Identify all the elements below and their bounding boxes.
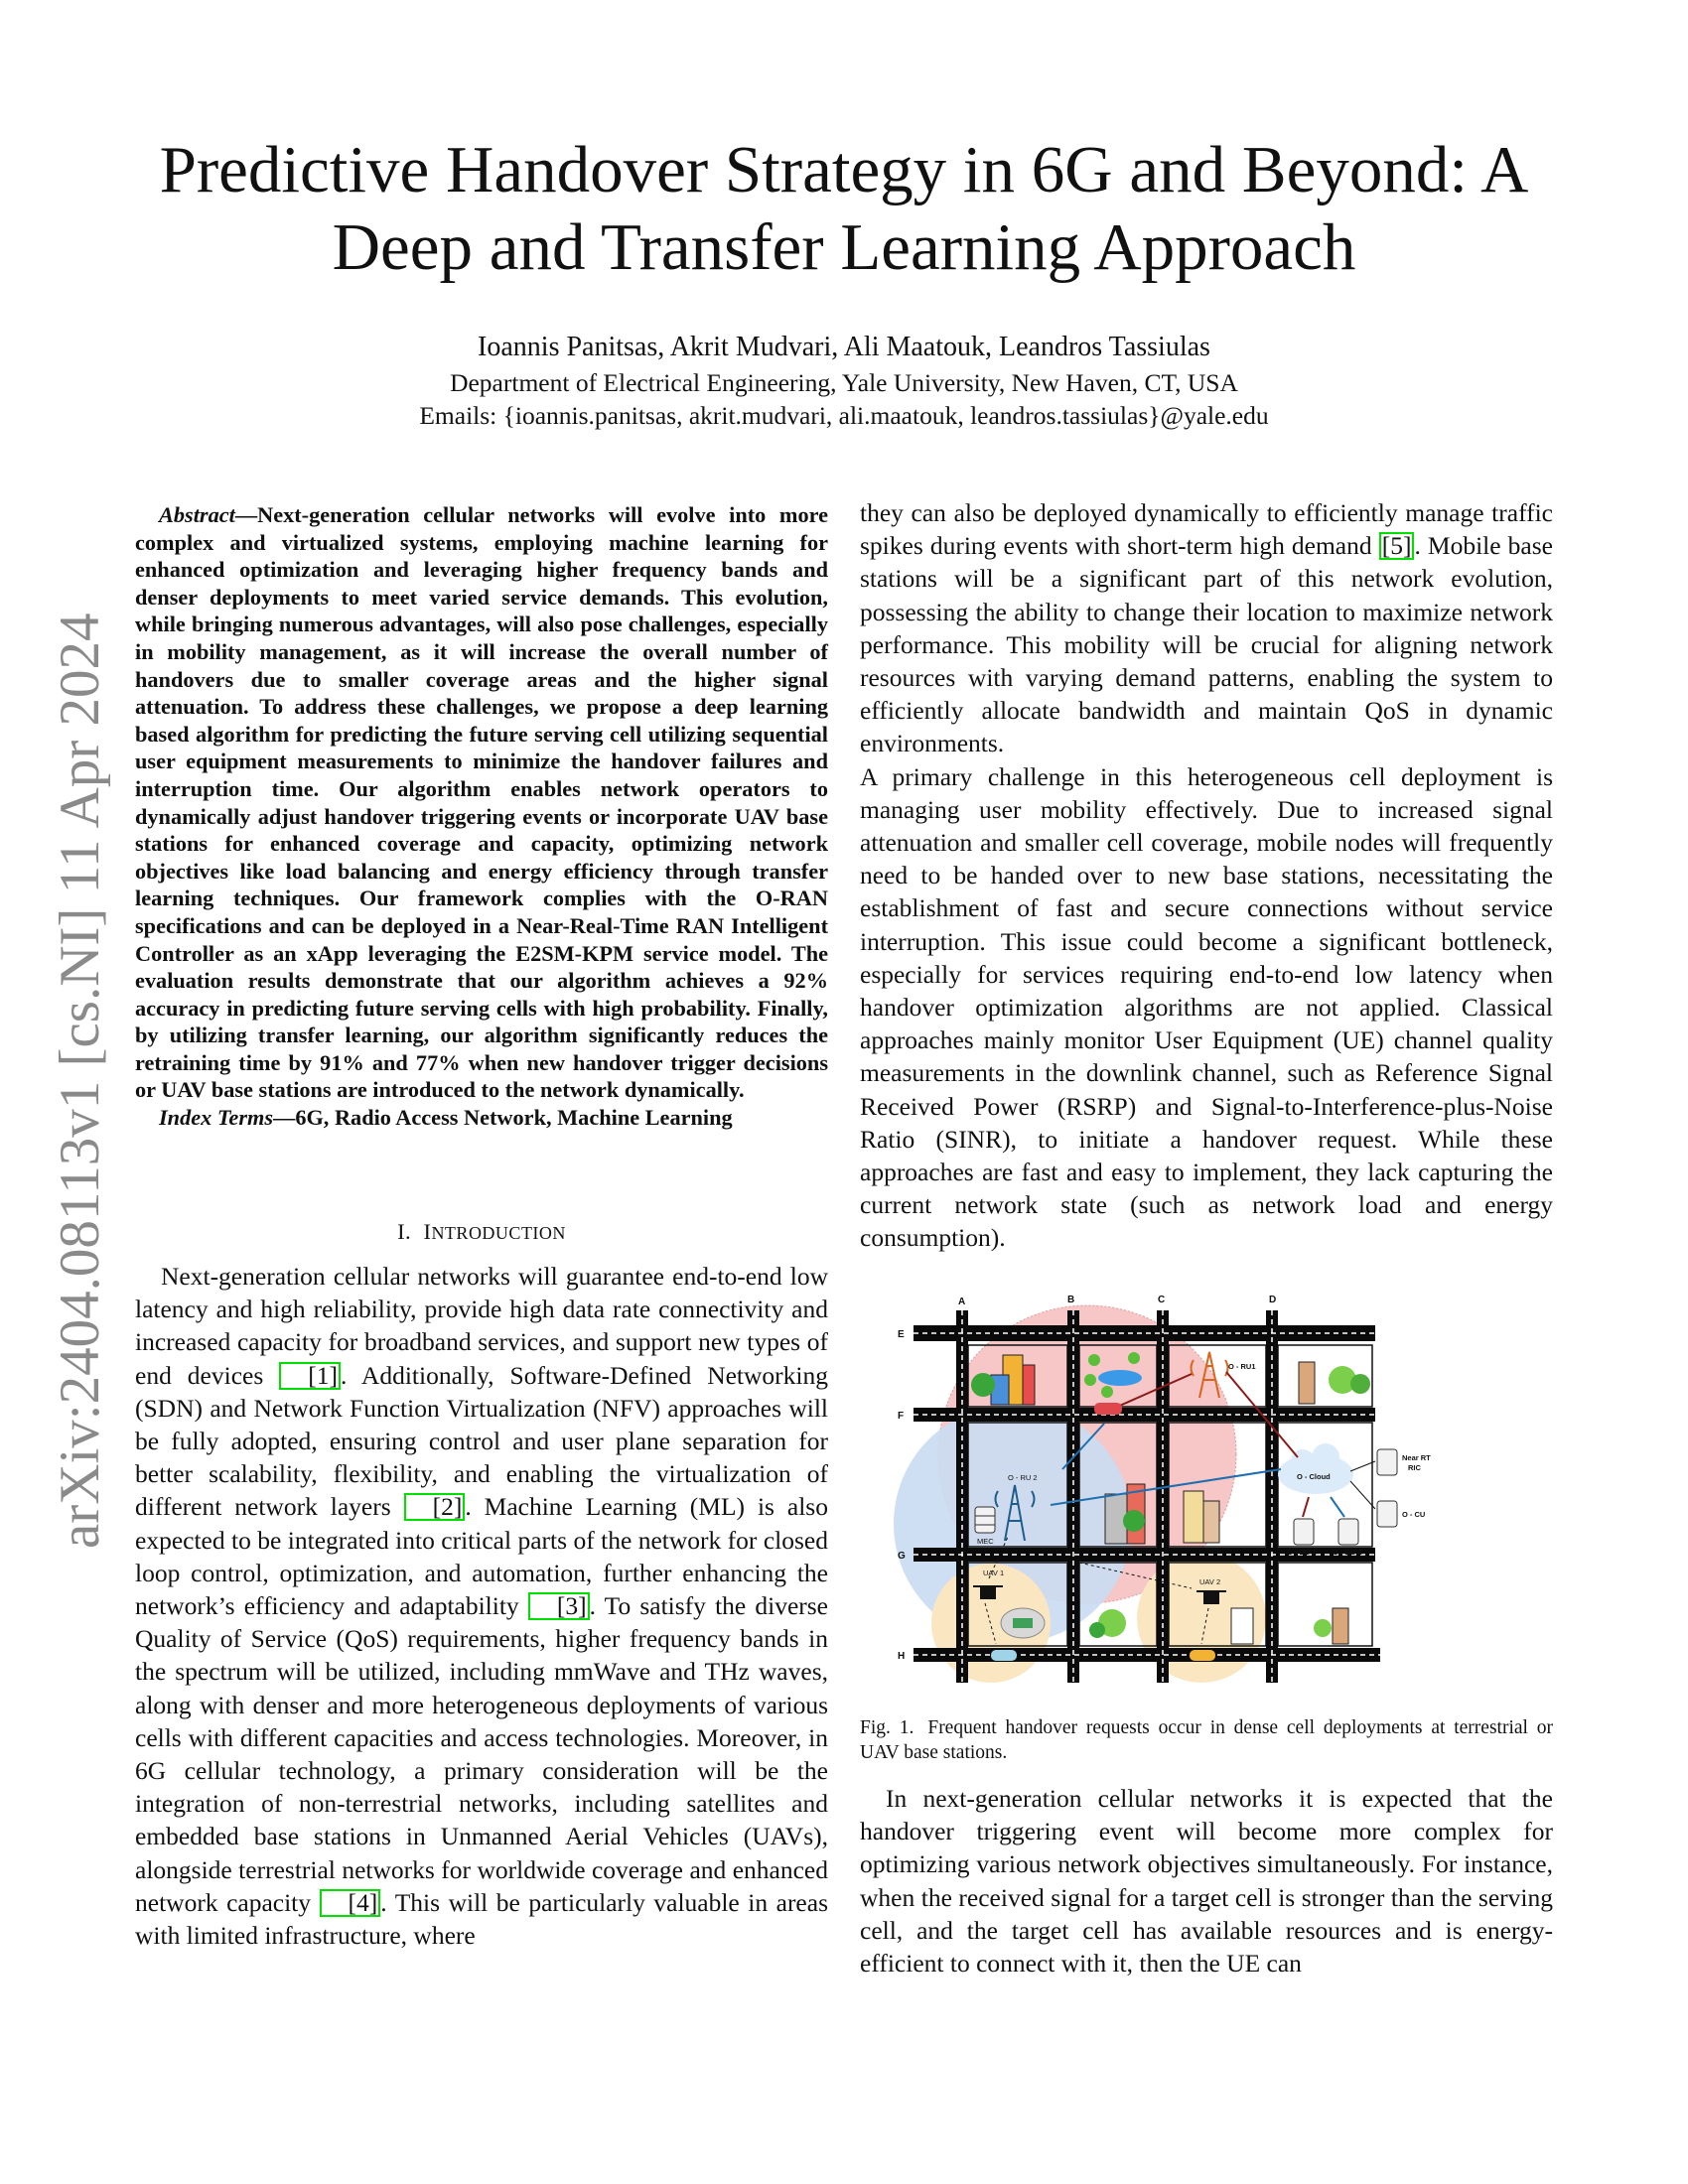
o-du2-label: O - DU 2	[1333, 1548, 1362, 1557]
section-number: I.	[397, 1219, 412, 1244]
figure-1-network-diagram	[874, 1281, 1489, 1698]
grid-row-label: E	[898, 1329, 905, 1340]
intro-text: . Machine Learning (ML) is also expected to be integrated into critical parts of the network for closed loop control, optimization, and automation, further enhancing the network’s efficiency and adaptability	[135, 1492, 828, 1621]
abstract-body	[135, 501, 828, 1104]
oru1-label: O - RU1	[1228, 1362, 1256, 1371]
o-cu-label: O - CU	[1402, 1510, 1426, 1519]
grid-column-label: C	[1158, 1295, 1166, 1305]
paragraph-mobility-challenge: A primary challenge in this heterogeneous cell deployment is managing user mobility effectively. Due to increased signal attenuation and smaller cell coverage, mobile nodes will frequently need to be handed over to new base stations, necessitating the establishment of fast and secure connections without service interruption. This issue could become a significant bottleneck, especially for services requiring end-to-end low latency when handover optimization algorithms are not applied. Classical approaches mainly monitor User Equipment (UE) channel quality measurements in the downlink channel, such as Reference Signal Received Power (RSRP) and Signal-to-Interference-plus-Noise Ratio (SINR), to initiate a handover request. While these approaches are fast and easy to implement, they lack capturing the current network state (such as network load and energy consumption).	[860, 761, 1553, 1253]
car-icon	[1094, 1403, 1122, 1415]
o-du1-server-icon	[1294, 1519, 1314, 1545]
intro-text: . To satisfy the diverse Quality of Service (QoS) requirements, higher frequency bands in the spectrum will be utilized, including mmWave and THz waves, along with denser and more heterogeneous deployments of various cells with different capacities and access technologies. Moreover, in 6G cellular technology, a primary consideration will be the integration of non-terrestrial networks, including satellites and embedded base stations in Unmanned Aerial Vehicles (UAVs), alongside terrestrial networks for worldwide coverage and enhanced network capacity	[135, 1591, 829, 1917]
citation-link-5[interactable]: [5]	[1379, 532, 1415, 560]
index-terms	[135, 1104, 828, 1132]
caption-paragraph	[860, 1715, 1553, 1765]
abstract	[135, 501, 828, 1132]
affiliation: Department of Electrical Engineering, Yale University, New Haven, CT, USA	[450, 368, 1238, 397]
right-column-bottom-text	[860, 1782, 1553, 1979]
car-icon	[991, 1650, 1017, 1661]
paper-title: Predictive Handover Strategy in 6G and Beyond: A Deep and Transfer Learning Approach	[159, 133, 1529, 284]
arxiv-identifier-stamp: arXiv:2404.08113v1 [cs.NI] 11 Apr 2024	[49, 613, 111, 1549]
uav2-label: UAV 2	[1199, 1577, 1221, 1586]
grid-column-label: A	[958, 1297, 966, 1307]
body-text: they can also be deployed dynamically to efficiently manage traffic spikes during events with short-term high demand	[860, 498, 1553, 561]
mec-label: MEC	[977, 1537, 994, 1546]
oru2-label: O - RU 2	[1008, 1473, 1038, 1482]
citation-link-2[interactable]: [2]	[404, 1493, 466, 1521]
car-icon	[1190, 1650, 1215, 1661]
near-rt-ric-server-icon	[1377, 1449, 1397, 1475]
citation-link-1[interactable]: [1]	[279, 1362, 341, 1390]
intro-paragraph-1	[135, 1260, 828, 1952]
uav1-label: UAV 1	[983, 1569, 1005, 1577]
citation-link-4[interactable]: [4]	[320, 1889, 381, 1917]
cloud-du1-link	[1303, 1497, 1309, 1517]
index-terms-text: —6G, Radio Access Network, Machine Learning	[273, 1105, 733, 1131]
section-title-rest: NTRODUCTION	[431, 1223, 566, 1243]
o-cu-server-icon	[1377, 1501, 1397, 1527]
author-list: Ioannis Panitsas, Akrit Mudvari, Ali Maatouk, Leandros Tassiulas	[478, 332, 1210, 362]
grid-row-label: G	[898, 1551, 906, 1562]
o-du2-server-icon	[1338, 1519, 1358, 1545]
city-grid-illustration	[874, 1281, 1489, 1698]
o-cloud-icon	[1278, 1443, 1353, 1494]
caption-label: Fig. 1.	[860, 1717, 914, 1738]
abstract-text: —Next-generation cellular networks will evolve into more complex and virtualized systems, employing machine learning for enhanced optimization and leveraging higher frequency bands and denser deployments to meet varied service demands. This evolution, while bringing numerous advantages, will also pose challenges, especially in mobility management, as it will increase the overall number of handovers due to smaller coverage areas and the higher signal attenuation. To address these challenges, we propose a deep learning based algorithm for predicting the future serving cell utilizing sequential user equipment measurements to minimize the handover failures and interruption time. Our algorithm enables network operators to dynamically adjust handover triggering events or incorporate UAV base stations for enhanced coverage and capacity, optimizing network objectives like load balancing and energy efficiency through transfer learning techniques. Our framework complies with the O-RAN specifications and can be deployed in a Near-Real-Time RAN Intelligent Controller as an xApp leveraging the E2SM-KPM service model. The evaluation results demonstrate that our algorithm achieves a 92% accuracy in predicting future serving cells with high probability. Finally, by utilizing transfer learning, our algorithm significantly reduces the retraining time by 91% and 77% when new handover trigger decisions or UAV base stations are introduced to the network dynamically.	[135, 502, 828, 1103]
grid-row-label: H	[898, 1651, 906, 1662]
o-du1-label: O - DU 1	[1287, 1548, 1317, 1557]
caption-text: Frequent handover requests occur in dense cell deployments at terrestrial or UAV base stations.	[860, 1717, 1553, 1763]
grid-row-label: F	[898, 1411, 905, 1422]
abstract-label: Abstract	[159, 502, 235, 527]
cloud-du2-link	[1331, 1497, 1344, 1517]
near-rt-ric-label-2: RIC	[1408, 1463, 1421, 1472]
right-column-text	[860, 496, 1553, 1255]
author-emails: Emails: {ioannis.panitsas, akrit.mudvari, ali.maatouk, leandros.tassiulas}@yale.edu	[419, 401, 1269, 430]
index-terms-label: Index Terms	[159, 1105, 274, 1131]
citation-link-3[interactable]: [3]	[528, 1592, 590, 1620]
body-text: . Mobile base stations will be a significant part of this network evolution, possessing the ability to change their location to maximize network performance. This mobility will be crucial for aligning network resources with varying demand patterns, enabling the system to efficiently allocate bandwidth and maintain QoS in dynamic environments.	[860, 531, 1553, 758]
near-rt-ric-label: Near RT	[1402, 1453, 1431, 1462]
grid-column-label: B	[1067, 1295, 1075, 1305]
o-cloud-label: O - Cloud	[1297, 1472, 1331, 1481]
continued-paragraph	[860, 496, 1553, 760]
mec-server-icon	[975, 1507, 995, 1533]
intro-text: Next-generation cellular networks will guarantee end-to-end low latency and high reliability, provide high data rate connectivity and increased capacity for broadband services, and support new types of end devices	[135, 1262, 828, 1390]
introduction-body	[135, 1260, 828, 1952]
paragraph-handover-triggering: In next-generation cellular networks it is expected that the handover triggering event will become more complex for optimizing various network objectives simultaneously. For instance, when the received signal for a target cell is stronger than the serving cell, and the target cell has available resources and is energy-efficient to connect with it, then the UE can	[860, 1784, 1553, 1979]
section-title-first: I	[423, 1219, 432, 1244]
grid-column-label: D	[1269, 1295, 1277, 1305]
intro-text: . Additionally, Software-Defined Networking (SDN) and Network Function Virtualization (NFV) approaches will be fully adopted, ensuring control and user plane separation for better scalability, flexibility, and enabling the virtualization of different network layers	[135, 1360, 829, 1522]
section-heading-introduction	[135, 1219, 828, 1245]
intro-text: . This will be particularly valuable in areas with limited infrastructure, where	[135, 1887, 828, 1951]
figure-1-caption	[860, 1715, 1553, 1765]
